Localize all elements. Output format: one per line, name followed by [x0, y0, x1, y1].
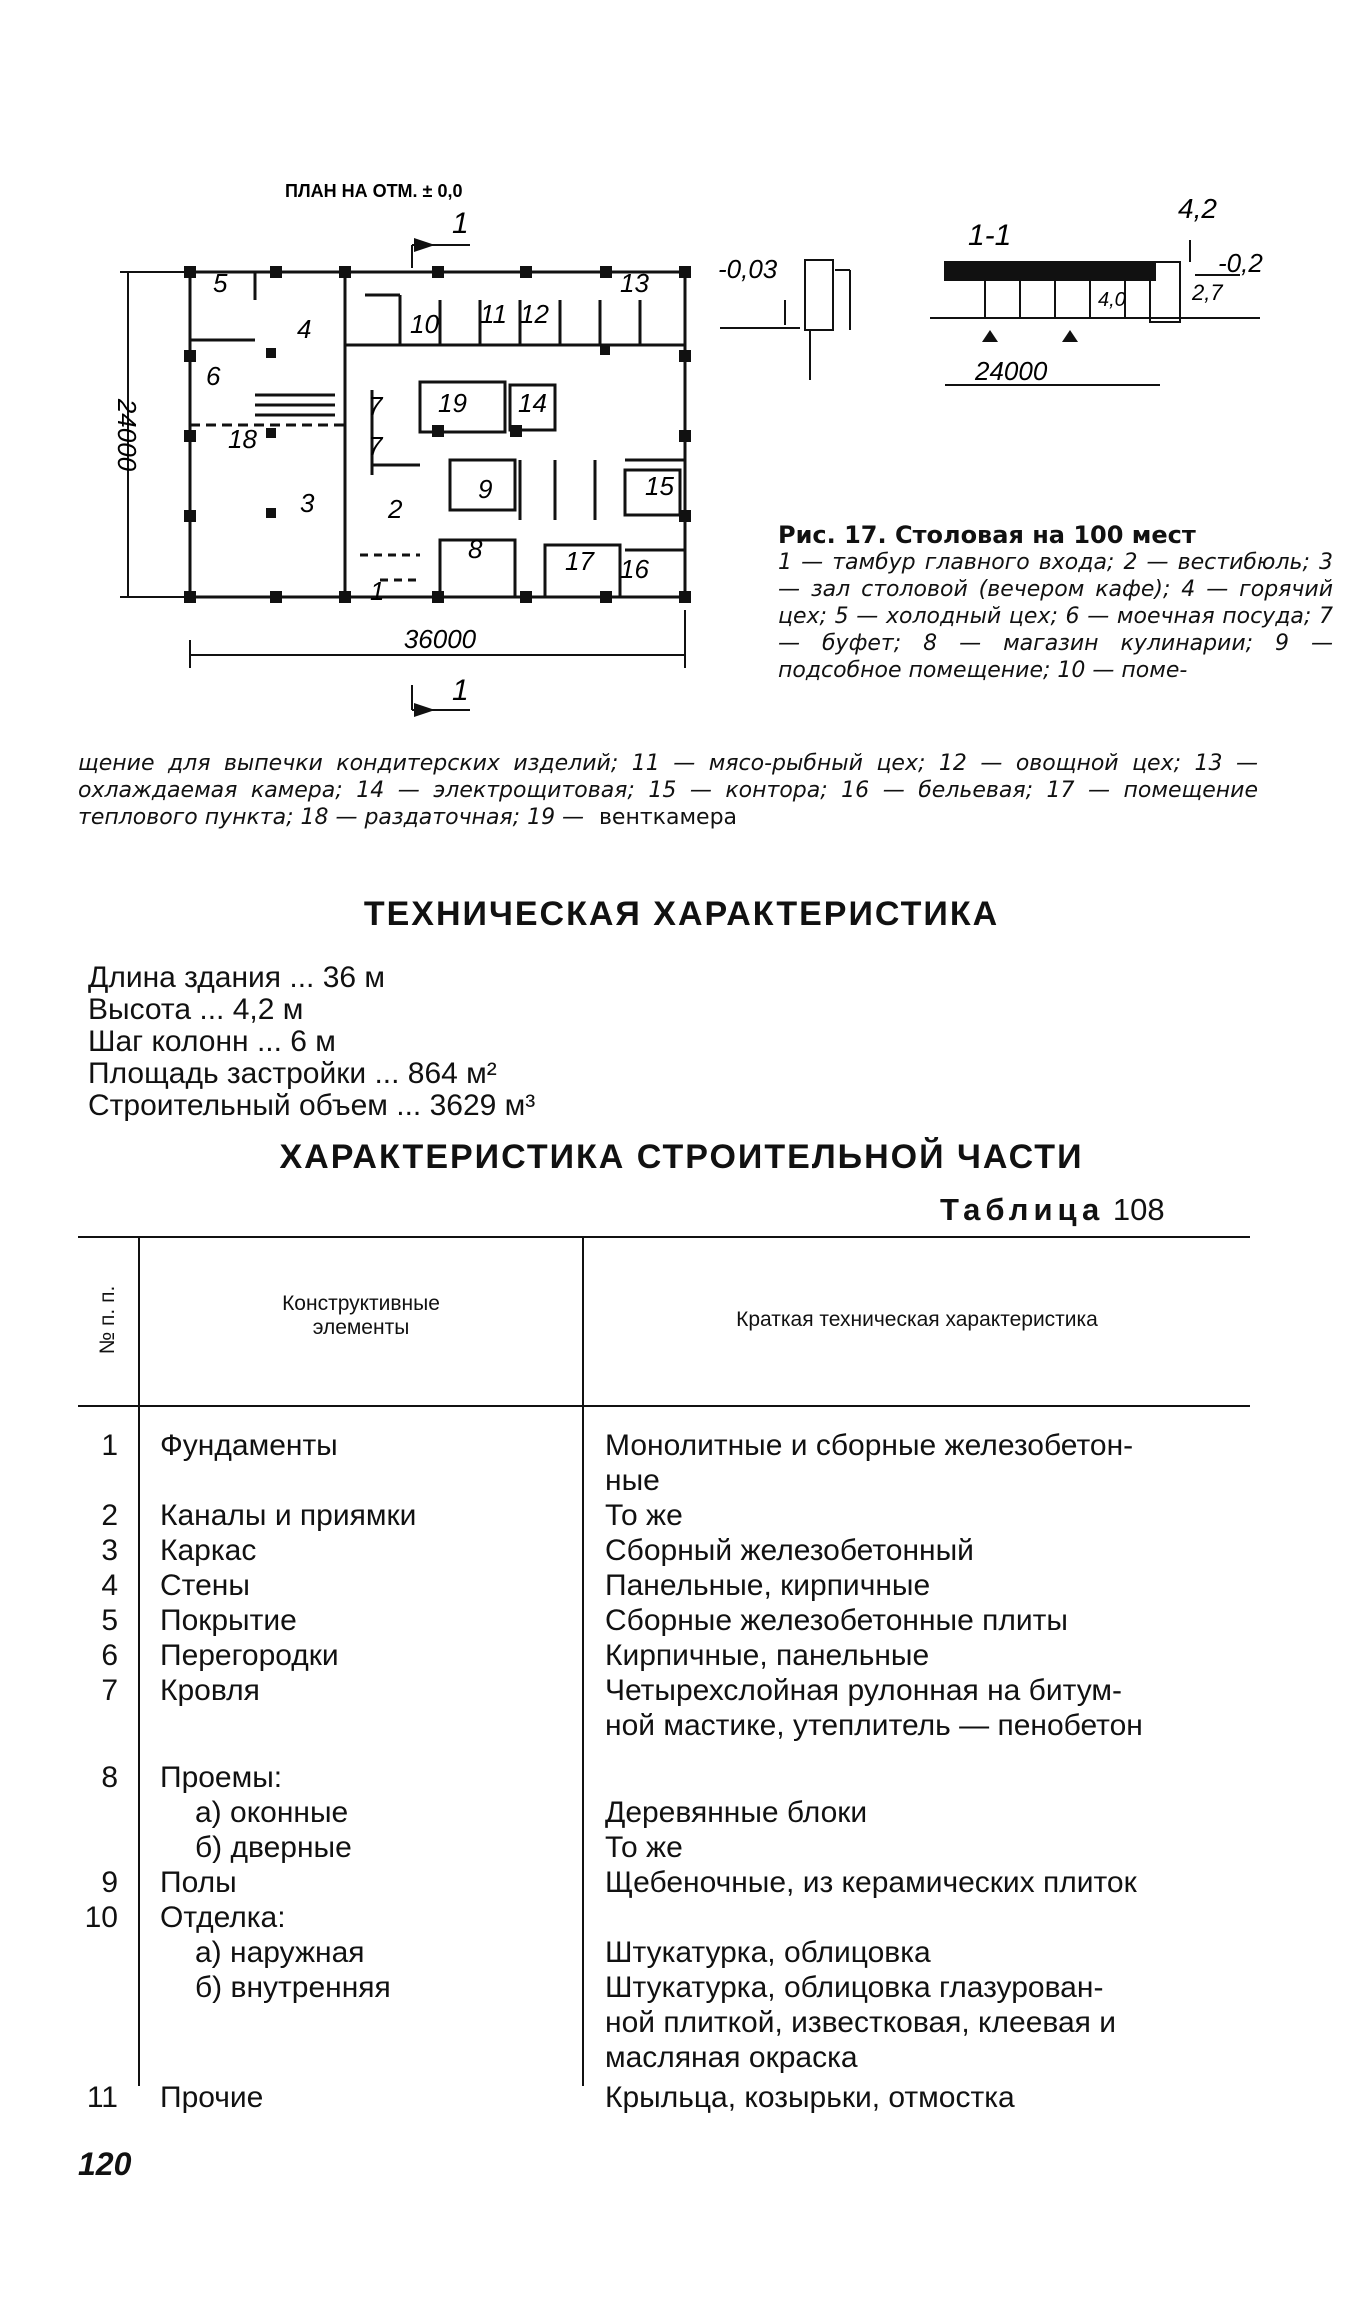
tech-heading: ТЕХНИЧЕСКАЯ ХАРАКТЕРИСТИКА: [363, 895, 1000, 933]
page-number: 120: [78, 2146, 132, 2182]
row-element: Кровля: [160, 1674, 260, 1707]
spec-line: Строительный объем ... 3629 м³: [88, 1089, 536, 1122]
spec-line: Площадь застройки ... 864 м²: [88, 1057, 497, 1090]
room-number: 13: [620, 268, 649, 298]
col-header-number: [78, 1236, 138, 1404]
room-number: 18: [228, 424, 257, 454]
dimension-width: 36000: [403, 624, 477, 654]
row-element: Отделка:: [160, 1901, 286, 1934]
tech-specs-list: [88, 962, 535, 1122]
row-description: масляная окраска: [605, 2041, 858, 2074]
row-number: 2: [101, 1499, 118, 1532]
table-col-divider: [138, 1236, 140, 2086]
section-level: -0,2: [1218, 248, 1263, 278]
room-number: 12: [520, 299, 549, 329]
row-element: Фундаменты: [160, 1429, 338, 1462]
row-number: 9: [101, 1866, 118, 1899]
row-element: Каркас: [160, 1534, 257, 1567]
table-word: Таблица: [940, 1192, 1105, 1227]
detail-level: -0,03: [718, 254, 778, 284]
row-description: Кирпичные, панельные: [605, 1639, 930, 1672]
section-mark-top: 1: [452, 207, 469, 240]
table-header-rule: [78, 1405, 1250, 1407]
room-number: 3: [300, 488, 315, 518]
caption-right-block: [778, 522, 1333, 684]
room-number: 1: [370, 576, 385, 606]
room-number: 17: [565, 546, 594, 576]
row-number: 8: [101, 1761, 118, 1794]
row-number: 11: [86, 2081, 118, 2114]
section-title: 1-1: [968, 219, 1012, 252]
room-number: 14: [518, 388, 547, 418]
section-mark-bottom: 1: [452, 674, 469, 707]
caption-title: Рис. 17. Столовая на 100 мест: [778, 521, 1196, 549]
table-label: [940, 1192, 1165, 1228]
row-description: Штукатурка, облицовка глазурован-: [605, 1971, 1104, 2004]
col-header-elements: [140, 1292, 582, 1340]
row-description: Четырехслойная рулонная на битум-: [605, 1674, 1122, 1707]
room-number: 19: [438, 388, 467, 418]
room-number: 4: [297, 314, 312, 344]
col-header-elements-line1: Конструктивные: [282, 1292, 440, 1315]
row-number: 6: [101, 1639, 118, 1672]
room-number: 7: [368, 391, 383, 421]
row-number: 3: [101, 1534, 118, 1567]
row-description: ные: [605, 1464, 660, 1497]
row-number: 4: [101, 1569, 118, 1602]
row-description: Щебеночные, из керамических плиток: [605, 1866, 1137, 1899]
plan-title: ПЛАН НА ОТМ. ± 0,0: [285, 181, 463, 201]
row-subelement: б) внутренняя: [195, 1971, 391, 2004]
construction-heading: ХАРАКТЕРИСТИКА СТРОИТЕЛЬНОЙ ЧАСТИ: [279, 1138, 1084, 1176]
row-element: Покрытие: [160, 1604, 297, 1637]
table-col-divider: [582, 1236, 584, 2086]
row-description: ной плиткой, известковая, клеевая и: [605, 2006, 1117, 2039]
row-description: Крыльца, козырьки, отмостка: [605, 2081, 1015, 2114]
room-number: 8: [468, 534, 483, 564]
col-header-elements-line2: элементы: [312, 1316, 410, 1339]
table-top-rule: [78, 1236, 1250, 1238]
room-number: 10: [410, 309, 439, 339]
col-header-description: Краткая техническая характеристика: [736, 1308, 1098, 1331]
spec-line: Высота ... 4,2 м: [88, 993, 304, 1026]
row-subelement: б) дверные: [195, 1831, 352, 1864]
dimension-height: 24000: [112, 398, 142, 472]
caption-text: 1 — тамбур главного входа; 2 — вестибюль; 3 — зал столовой (вечером кафе); 4 — горячий цех; 5 — холодный цех; 6 — моечная посуда; 7 — буфет; 8 — магазин кулинарии; 9 — подсобное помещение; 10 — поме-: [778, 550, 1333, 683]
room-number: 15: [645, 471, 674, 501]
room-number: 2: [388, 494, 403, 524]
room-number: 16: [620, 554, 649, 584]
room-number: 7: [368, 431, 383, 461]
row-subelement: а) оконные: [195, 1796, 349, 1829]
row-element: Прочие: [160, 2081, 264, 2114]
section-dim-b: 4,0: [1098, 289, 1126, 311]
row-element: Стены: [160, 1569, 250, 1602]
row-description: Деревянные блоки: [605, 1796, 868, 1829]
row-description: Сборный железобетонный: [605, 1534, 974, 1567]
row-element: Каналы и приямки: [160, 1499, 417, 1532]
section-length: 24000: [975, 356, 1048, 386]
row-number: 5: [101, 1604, 118, 1637]
row-description: ной мастике, утеплитель — пенобетон: [605, 1709, 1143, 1742]
row-element: Проемы:: [160, 1761, 283, 1794]
caption-continuation: щение для выпечки кондитерских изделий; 11 — мясо-рыбный цех; 12 — овощной цех; 13 — охлаждаемая камера; 14 — электрощитовая; 15 — контора; 16 — бельевая; 17 — помещение теплового пункта; 18 — раздаточная; 19 —: [78, 751, 1258, 830]
row-description: То же: [605, 1499, 683, 1532]
col-header-number-text: № п. п.: [96, 1285, 119, 1355]
row-number: 7: [101, 1674, 118, 1707]
section-height: 4,2: [1178, 193, 1217, 224]
spec-line: Шаг колонн ... 6 м: [88, 1025, 336, 1058]
row-description: Сборные железобетонные плиты: [605, 1604, 1068, 1637]
spec-line: Длина здания ... 36 м: [88, 961, 386, 994]
room-number: 9: [478, 474, 493, 504]
row-number: 10: [84, 1901, 118, 1934]
row-number: 1: [101, 1429, 118, 1462]
row-description: То же: [605, 1831, 683, 1864]
room-number: 5: [213, 268, 228, 298]
room-number: 6: [206, 361, 221, 391]
row-element: Полы: [160, 1866, 237, 1899]
row-description: Монолитные и сборные железобетон-: [605, 1429, 1134, 1462]
row-subelement: а) наружная: [195, 1936, 365, 1969]
row-description: Штукатурка, облицовка: [605, 1936, 931, 1969]
row-element: Перегородки: [160, 1639, 339, 1672]
caption-last-line: венткамера: [598, 805, 738, 830]
row-description: Панельные, кирпичные: [605, 1569, 931, 1602]
section-dim-a: 2,7: [1192, 280, 1223, 305]
table-number: 108: [1112, 1192, 1165, 1227]
room-number: 11: [480, 299, 507, 329]
